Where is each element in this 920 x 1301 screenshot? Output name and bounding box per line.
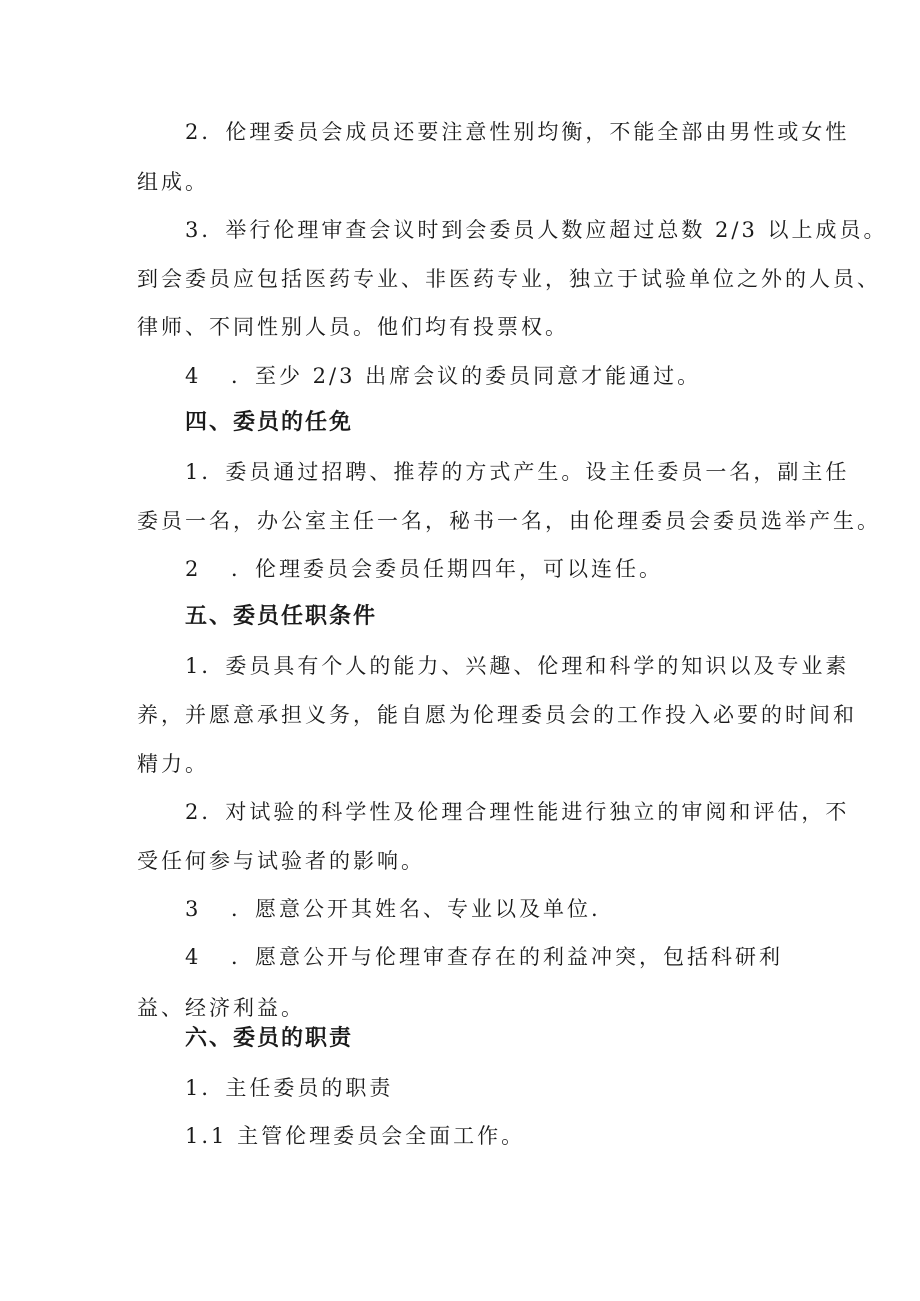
s3-item2-line1: 2．伦理委员会成员还要注意性别均衡，不能全部由男性或女性 (185, 120, 850, 144)
s5-item4-line1 (185, 943, 783, 971)
s3-item4-number: 4 (185, 364, 202, 388)
s4-item2-number: 2 (185, 557, 202, 581)
s5-item2-line2: 受任何参与试验者的影响。 (137, 849, 425, 873)
s3-item4 (185, 362, 701, 390)
s4-item1-line2: 委员一名，办公室主任一名，秘书一名，由伦理委员会委员选举产生。 (137, 509, 881, 533)
s3-item2-line2: 组成。 (137, 170, 209, 194)
section-5-heading: 五、委员任职条件 (185, 604, 378, 629)
s5-item1-line3: 精力。 (137, 752, 209, 776)
s5-item4-text: ．愿意公开与伦理审查存在的利益冲突，包括科研利 (231, 945, 783, 969)
s4-item2 (185, 555, 663, 583)
s5-item1-line1: 1．委员具有个人的能力、兴趣、伦理和科学的知识以及专业素 (185, 654, 850, 678)
s3-item4-text: ．至少 2/3 出席会议的委员同意才能通过。 (231, 364, 702, 388)
s6-item1: 1．主任委员的职责 (185, 1076, 394, 1100)
s3-item3-line2: 到会委员应包括医药专业、非医药专业，独立于试验单位之外的人员、 (137, 267, 881, 291)
s3-item3-line1: 3．举行伦理审查会议时到会委员人数应超过总数 2/3 以上成员。 (185, 218, 888, 242)
section-6-heading: 六、委员的职责 (185, 1026, 354, 1051)
s3-item3-line3: 律师、不同性别人员。他们均有投票权。 (137, 315, 569, 339)
s5-item3-text: ．愿意公开其姓名、专业以及单位. (231, 897, 601, 921)
s5-item3 (185, 895, 601, 923)
section-4-heading: 四、委员的任免 (185, 410, 354, 435)
s4-item2-text: ．伦理委员会委员任期四年，可以连任。 (231, 557, 663, 581)
s5-item1-line2: 养，并愿意承担义务，能自愿为伦理委员会的工作投入必要的时间和 (137, 703, 857, 727)
s6-item1-1: 1.1 主管伦理委员会全面工作。 (185, 1124, 526, 1148)
s5-item4-number: 4 (185, 945, 202, 969)
s4-item1-line1: 1．委员通过招聘、推荐的方式产生。设主任委员一名，副主任 (185, 460, 850, 484)
s5-item3-number: 3 (185, 897, 202, 921)
s5-item4-line2: 益、经济利益。 (137, 996, 305, 1020)
s5-item2-line1: 2．对试验的科学性及伦理合理性能进行独立的审阅和评估，不 (185, 800, 850, 824)
